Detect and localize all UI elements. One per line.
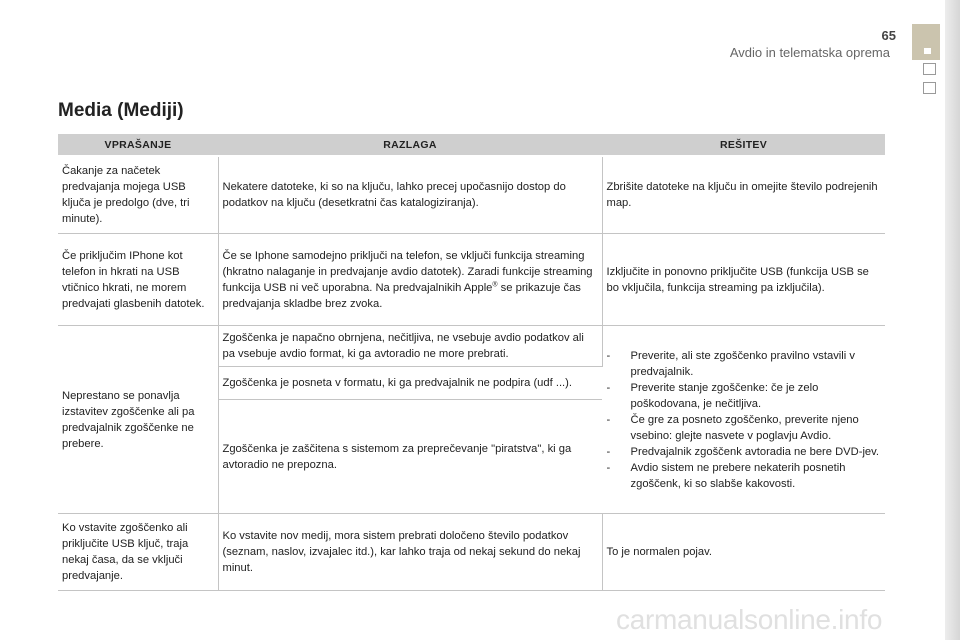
column-header-question: VPRAŠANJE xyxy=(58,134,218,156)
solution-list-item: - Avdio sistem ne prebere nekaterih posnetih zgoščenk, ki so slabše kakovosti. xyxy=(607,460,882,492)
table-row xyxy=(58,326,885,367)
watermark: carmanualsonline.info xyxy=(616,604,883,635)
solution-list xyxy=(607,348,882,492)
chapter-box-icon xyxy=(923,82,936,94)
question-cell: Ko vstavite zgoščenko ali priključite USB ključ, traja nekaj časa, da se vključi predvajanje. xyxy=(58,514,218,591)
solution-list-item: - Če gre za posneto zgoščenko, preverite njeno vsebino: glejte nasvete v poglavju Avdio. xyxy=(607,412,882,444)
table-header-row xyxy=(58,134,885,156)
solution-list-item: - Preverite stanje zgoščenke: če je zelo poškodovana, je nečitljiva. xyxy=(607,380,882,412)
explanation-text: Če se Iphone samodejno priključi na telefon, se vključi funkcija streaming (hkratno nalaganje in predvajanje avdio datotek). Zaradi funkcije streaming funkcija USB ni več uporabna. Na predvajalnikih Apple xyxy=(222,249,593,294)
page-edge-strip xyxy=(945,0,960,640)
solution-cell xyxy=(602,326,885,514)
troubleshooting-table xyxy=(58,134,885,591)
registered-mark: ® xyxy=(492,280,498,288)
solution-cell: To je normalen pojav. xyxy=(602,514,885,591)
column-header-solution: REŠITEV xyxy=(602,134,885,156)
section-title: Avdio in telematska oprema xyxy=(729,45,890,60)
page-number: 65 xyxy=(881,28,896,43)
explanation-cell: Nekatere datoteke, ki so na ključu, lahko precej upočasnijo dostop do podatkov na ključu (desetkratni čas katalogiziranja). xyxy=(218,156,602,234)
explanation-cell: Zgoščenka je napačno obrnjena, nečitljiva, ne vsebuje avdio podatkov ali pa vsebuje avdio format, ki ga avtoradio ne more prebrati. xyxy=(218,326,602,367)
explanation-cell: Zgoščenka je posneta v formatu, ki ga predvajalnik ne podpira (udf ...). xyxy=(218,367,602,400)
table-row xyxy=(58,514,885,591)
explanation-cell: Ko vstavite nov medij, mora sistem prebrati določeno število podatkov (seznam, naslov, izvajalec itd.), kar lahko traja od nekaj sekund do nekaj minut. xyxy=(218,514,602,591)
question-cell: Če priključim IPhone kot telefon in hkrati na USB vtičnico hkrati, ne morem predvajati glasbenih datotek. xyxy=(58,234,218,326)
question-cell: Čakanje za načetek predvajanja mojega USB ključa je predolgo (dve, tri minute). xyxy=(58,156,218,234)
tab-marker-icon xyxy=(924,48,931,54)
explanation-cell: Zgoščenka je zaščitena s sistemom za preprečevanje "piratstva", ki ga avtoradio ne prepozna. xyxy=(218,400,602,514)
solution-list-item: - Predvajalnik zgoščenk avtoradia ne bere DVD-jev. xyxy=(607,444,882,460)
table-row xyxy=(58,156,885,234)
column-header-explanation: RAZLAGA xyxy=(218,134,602,156)
solution-cell: Zbrišite datoteke na ključu in omejite število podrejenih map. xyxy=(602,156,885,234)
chapter-tab xyxy=(912,24,940,60)
explanation-text-tail: se prikazuje čas predvajanja skladbe brez zvoka. xyxy=(222,281,581,310)
solution-list-item: - Preverite, ali ste zgoščenko pravilno vstavili v predvajalnik. xyxy=(607,348,882,380)
chapter-box-icon xyxy=(923,63,936,75)
page-heading: Media (Mediji) xyxy=(58,100,184,121)
solution-cell: Izključite in ponovno priključite USB (funkcija USB se bo vključila, funkcija streaming pa izključila). xyxy=(602,234,885,326)
table-row xyxy=(58,234,885,326)
question-cell: Neprestano se ponavlja izstavitev zgoščenke ali pa predvajalnik zgoščenke ne prebere. xyxy=(58,326,218,514)
explanation-cell xyxy=(218,234,602,326)
